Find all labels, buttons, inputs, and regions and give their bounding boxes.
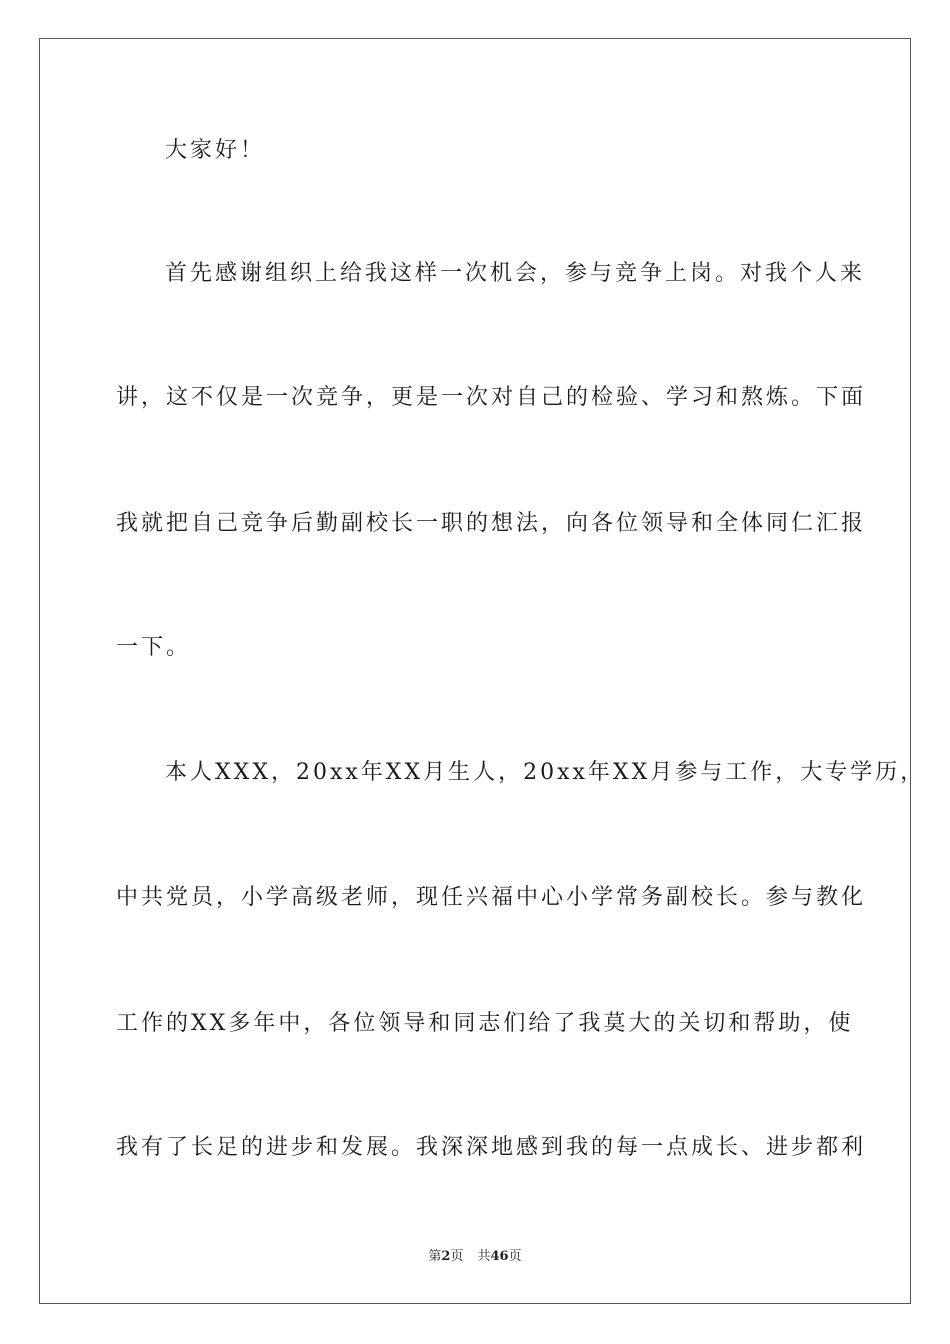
total-pages: 46 [490,1249,509,1264]
greeting-line: 大家好！ [165,138,266,163]
page-footer [0,1248,950,1266]
page-prefix: 第 [428,1249,442,1264]
paragraph-line: 讲，这不仅是一次竞争，更是一次对自己的检验、学习和熬炼。下面 [116,385,867,410]
page-frame [39,38,926,1304]
paragraph-line: 工作的XX多年中，各位领导和同志们给了我莫大的关切和帮助，使 [116,1011,854,1036]
total-suffix: 页 [508,1249,522,1264]
paragraph-line: 首先感谢组织上给我这样一次机会，参与竞争上岗。对我个人来 [165,261,866,286]
page-suffix: 页 [450,1249,464,1264]
paragraph-line: 我有了长足的进步和发展。我深深地感到我的每一点成长、进步都利 [116,1135,867,1160]
page-number: 2 [441,1249,451,1264]
paragraph-line: 一下。 [116,635,192,660]
paragraph-line: 我就把自己竞争后勤副校长一职的想法，向各位领导和全体同仁汇报 [116,511,867,536]
paragraph-line: 本人XXX，20xx年XX月生人，20xx年XX月参与工作，大专学历， [165,760,926,785]
paragraph-line: 中共党员，小学高级老师，现任兴福中心小学常务副校长。参与教化 [116,885,867,910]
total-prefix: 共 [477,1249,491,1264]
